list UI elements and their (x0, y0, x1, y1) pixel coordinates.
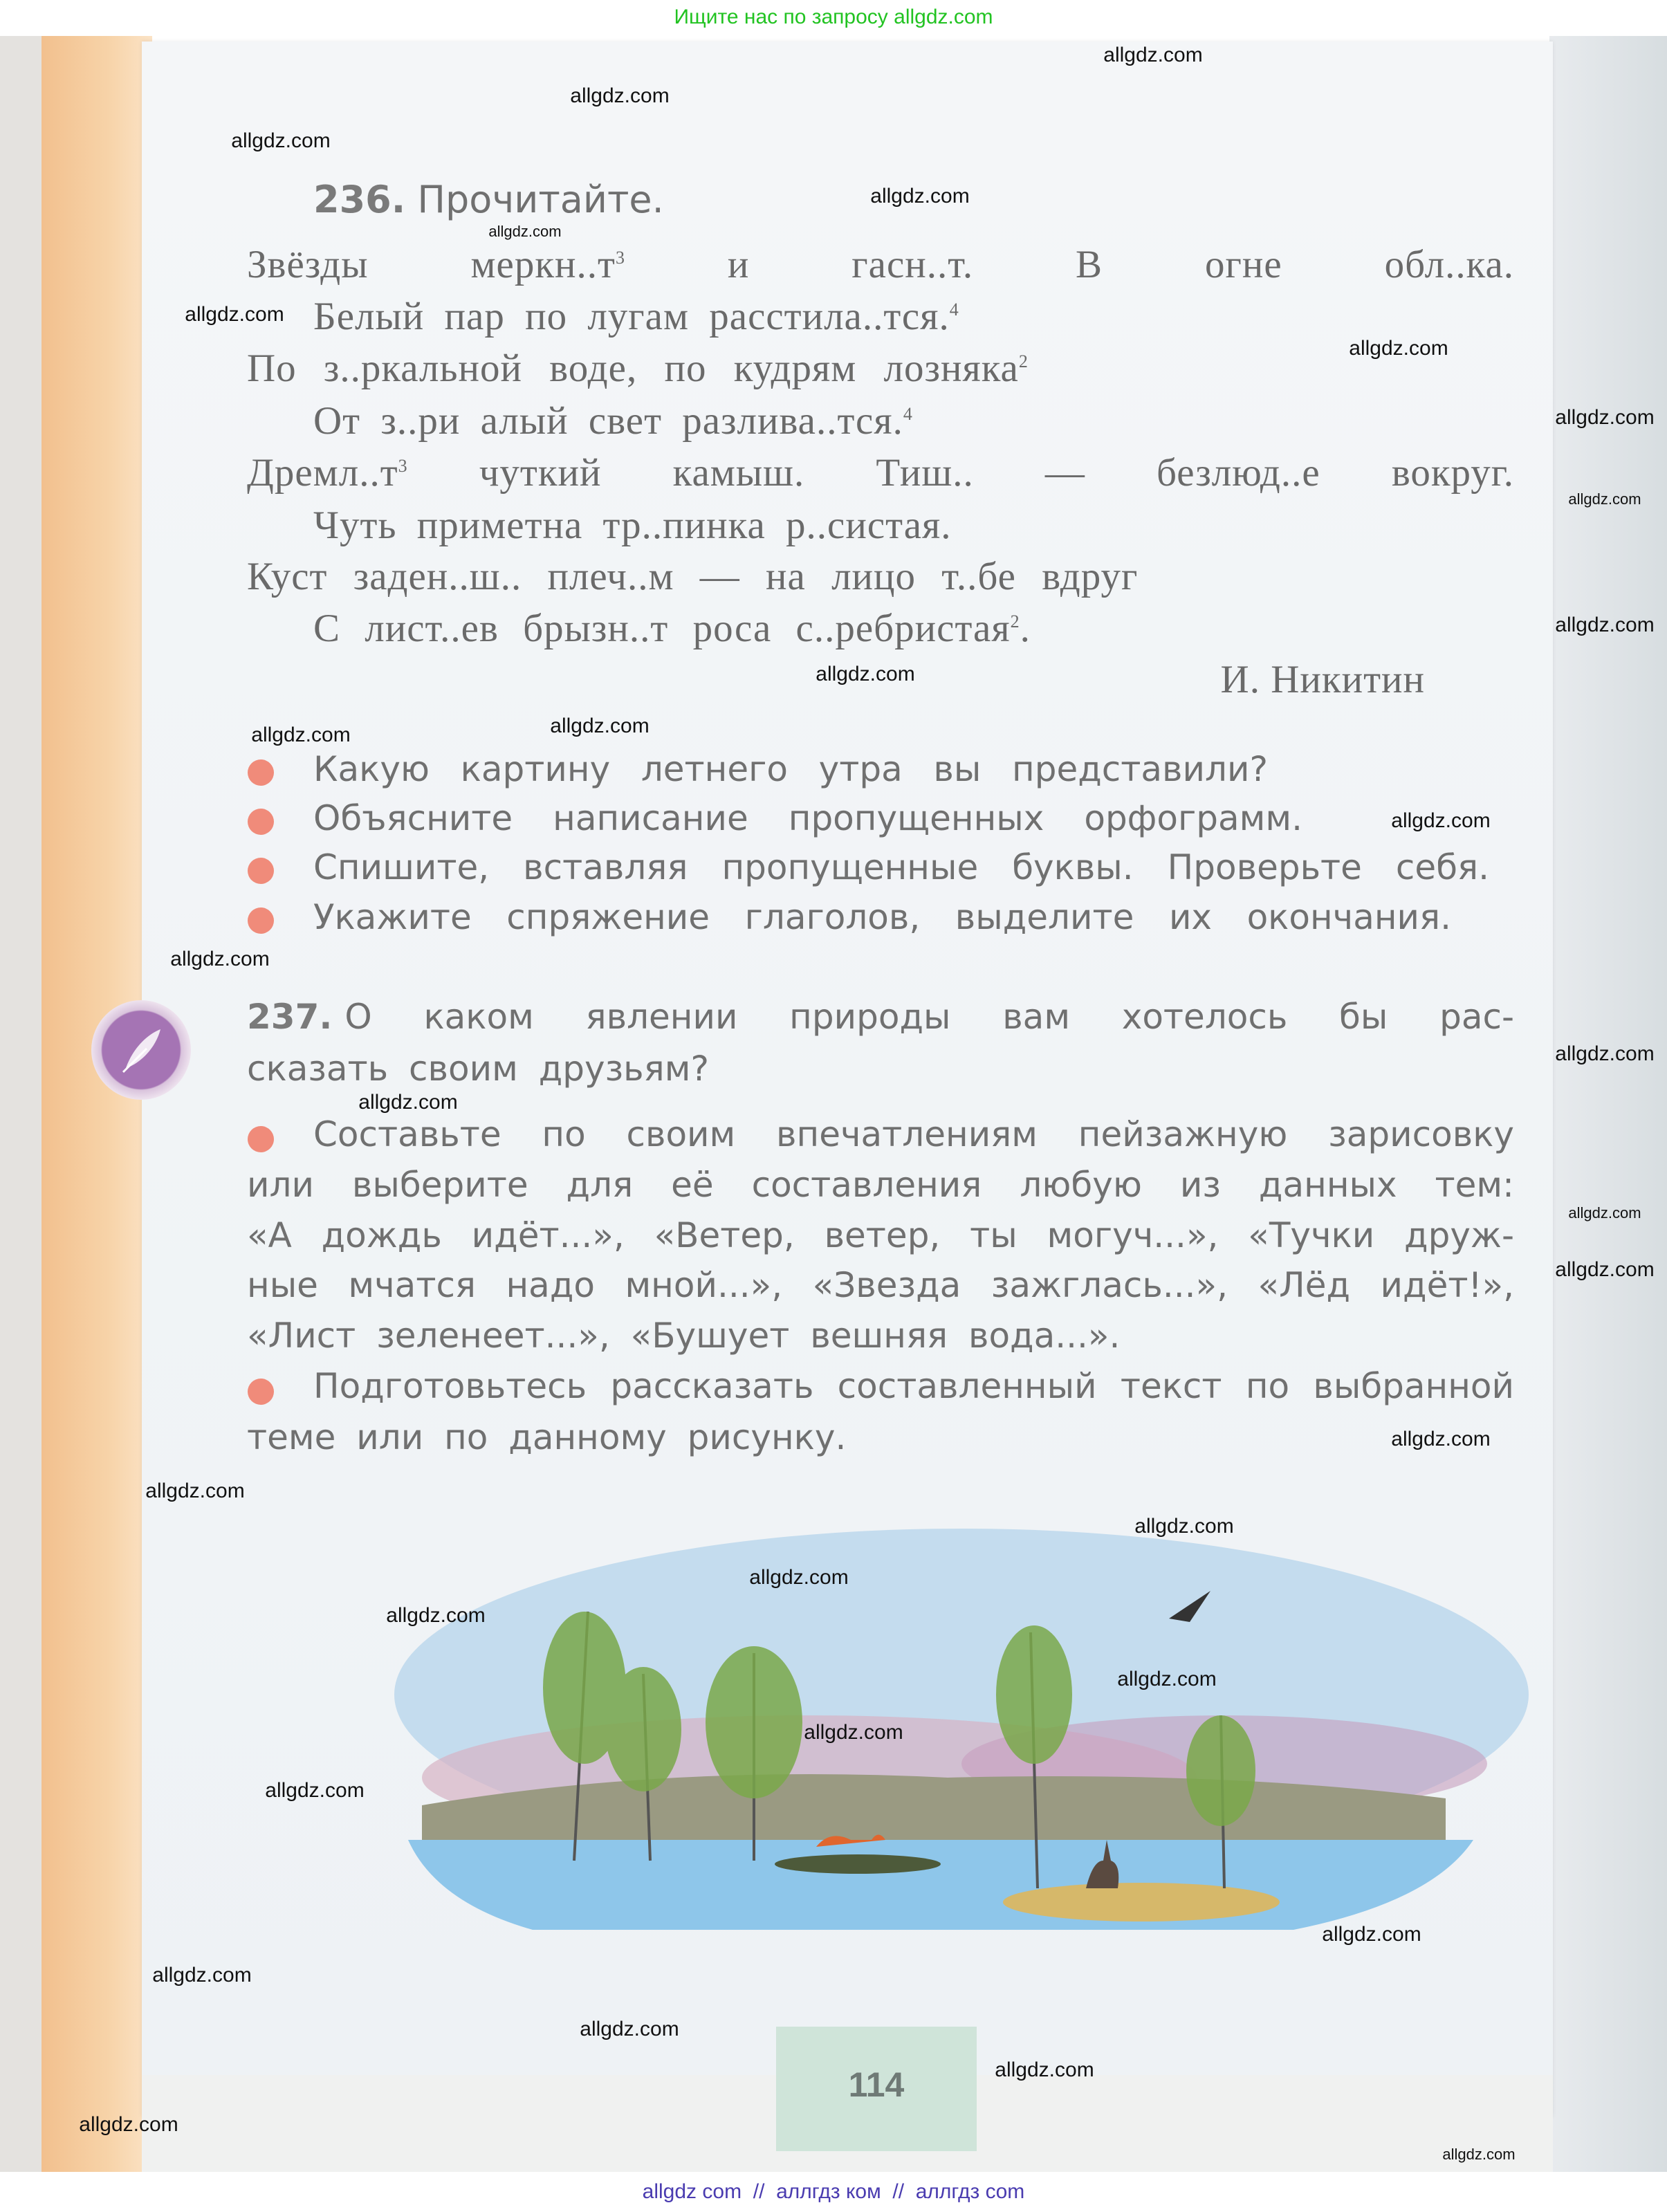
poem-line (313, 606, 1031, 652)
watermark: allgdz.com (145, 1480, 245, 1502)
watermark: allgdz.com (870, 185, 970, 208)
watermark: allgdz.com (1322, 1923, 1421, 1946)
task-item: Укажите спряжение глаголов, выделите их окончания. (313, 897, 1451, 937)
poem-text: С лист..ев брызн..т роса с..ребристая (313, 607, 1011, 650)
task-text: «А дождь идёт...», «Ветер, ветер, ты могуч...», «Тучки друж- (247, 1215, 1514, 1255)
watermark: allgdz.com (488, 223, 562, 240)
bullet-icon (248, 1126, 274, 1152)
left-page-edge (0, 36, 42, 2172)
bullet-icon (248, 809, 274, 835)
poem-line (313, 503, 952, 549)
poem-text: Чуть приметна тр..пинка р..систая. (313, 504, 952, 547)
watermark: allgdz.com (749, 1566, 849, 1589)
footnote-mark: 3 (615, 248, 625, 268)
poem-text: От з..ри алый свет разлива..тся. (313, 399, 903, 443)
poem-line (313, 398, 913, 444)
footnote-mark: 4 (949, 299, 959, 320)
poem-text: По з..ркальной воде, по кудрям лозняка (247, 347, 1019, 390)
watermark: allgdz.com (1555, 1042, 1655, 1065)
poem-text: Звёзды меркн..т (247, 243, 616, 286)
footnote-mark: 2 (1018, 351, 1029, 371)
poem-line (247, 450, 1514, 496)
watermark: allgdz.com (804, 1721, 903, 1744)
poem-text: Белый пар по лугам расстила..тся. (313, 295, 950, 338)
exercise-237-question (247, 997, 1514, 1038)
task-text: «Лист зеленеет...», «Бушует вешняя вода...». (247, 1316, 1121, 1356)
task-text: или выберите для её составления любую из данных тем: (247, 1165, 1514, 1205)
watermark: allgdz.com (1117, 1668, 1217, 1690)
watermark: allgdz.com (550, 715, 650, 737)
footnote-mark: 3 (398, 456, 408, 476)
watermark: allgdz.com (995, 2058, 1094, 2081)
exercise-instruction: Прочитайте. (417, 178, 664, 221)
left-cover-edge (42, 36, 152, 2172)
task-item: Какую картину летнего утра вы представили? (313, 749, 1268, 789)
creative-task-feather-icon (91, 1000, 191, 1100)
exercise-236-heading (313, 178, 664, 221)
watermark: allgdz.com (79, 2113, 178, 2136)
poem-text: чуткий камыш. Тиш.. — безлюд..е вокруг. (407, 451, 1514, 495)
watermark: allgdz.com (1555, 406, 1655, 429)
watermark: allgdz.com (1349, 337, 1448, 360)
question-text: О каком явлении природы вам хотелось бы рас- (344, 997, 1514, 1037)
watermark: allgdz.com (152, 1964, 252, 1987)
poem-author: И. Никитин (1220, 658, 1425, 701)
bullet-icon (248, 759, 274, 786)
watermark: allgdz.com (1391, 809, 1491, 832)
bullet-icon (248, 1379, 274, 1405)
poem-line (247, 554, 1138, 600)
watermark: allgdz.com (570, 84, 670, 107)
watermark: allgdz.com (1391, 1428, 1491, 1450)
watermark: allgdz.com (1103, 44, 1203, 66)
watermark: allgdz.com (1555, 1258, 1655, 1281)
task-text: Составьте по своим впечатлениям пейзажную зарисовку (313, 1114, 1514, 1154)
watermark: allgdz.com (816, 663, 915, 685)
right-page-edge (1549, 36, 1667, 2172)
poem-line (313, 294, 959, 340)
bullet-icon (248, 858, 274, 884)
poem-line (247, 242, 1514, 288)
watermark: allgdz.com (1442, 2146, 1516, 2163)
watermark: allgdz.com (386, 1604, 486, 1627)
question-text: сказать своим друзьям? (247, 1049, 709, 1089)
watermark: allgdz.com (1555, 614, 1655, 636)
task-text: Подготовьтесь рассказать составленный текст по выбранной (313, 1366, 1514, 1406)
landscape-illustration (394, 1515, 1529, 1985)
task-text: ные мчатся надо мной...», «Звезда зажглась...», «Лёд идёт!», (247, 1265, 1514, 1305)
watermark: allgdz.com (580, 2018, 679, 2040)
top-banner (0, 0, 1667, 36)
footer-text: allgdz com // аллгдз ком // аллгдз com (642, 2180, 1025, 2203)
top-banner-text: Ищите нас по запросу allgdz.com (674, 6, 993, 28)
task-item: Спишите, вставляя пропущенные буквы. Проверьте себя. (313, 847, 1489, 887)
watermark: allgdz.com (265, 1779, 365, 1802)
footnote-mark: 2 (1010, 611, 1020, 632)
footer (0, 2172, 1667, 2212)
watermark: allgdz.com (1568, 490, 1641, 508)
exercise-number: 236. (313, 178, 406, 221)
poem-text: . (1020, 607, 1031, 650)
task-text: теме или по данному рисунку. (247, 1417, 847, 1457)
watermark: allgdz.com (185, 303, 284, 326)
poem-text: и гасн..т. В огне обл..ка. (625, 243, 1515, 286)
watermark: allgdz.com (251, 723, 351, 746)
page-number: 114 (848, 2065, 905, 2104)
watermark: allgdz.com (1568, 1204, 1641, 1222)
poem-line (247, 346, 1029, 391)
footnote-mark: 4 (903, 404, 913, 424)
watermark: allgdz.com (170, 948, 270, 970)
poem-text: Куст заден..ш.. плеч..м — на лицо т..бе вдруг (247, 555, 1139, 598)
task-item: Объясните написание пропущенных орфограмм. (313, 798, 1302, 838)
watermark: allgdz.com (358, 1091, 458, 1114)
watermark: allgdz.com (231, 129, 331, 152)
exercise-number: 237. (247, 997, 333, 1037)
poem-text: Дремл..т (247, 451, 398, 495)
bullet-icon (248, 907, 274, 934)
watermark: allgdz.com (1134, 1515, 1234, 1538)
